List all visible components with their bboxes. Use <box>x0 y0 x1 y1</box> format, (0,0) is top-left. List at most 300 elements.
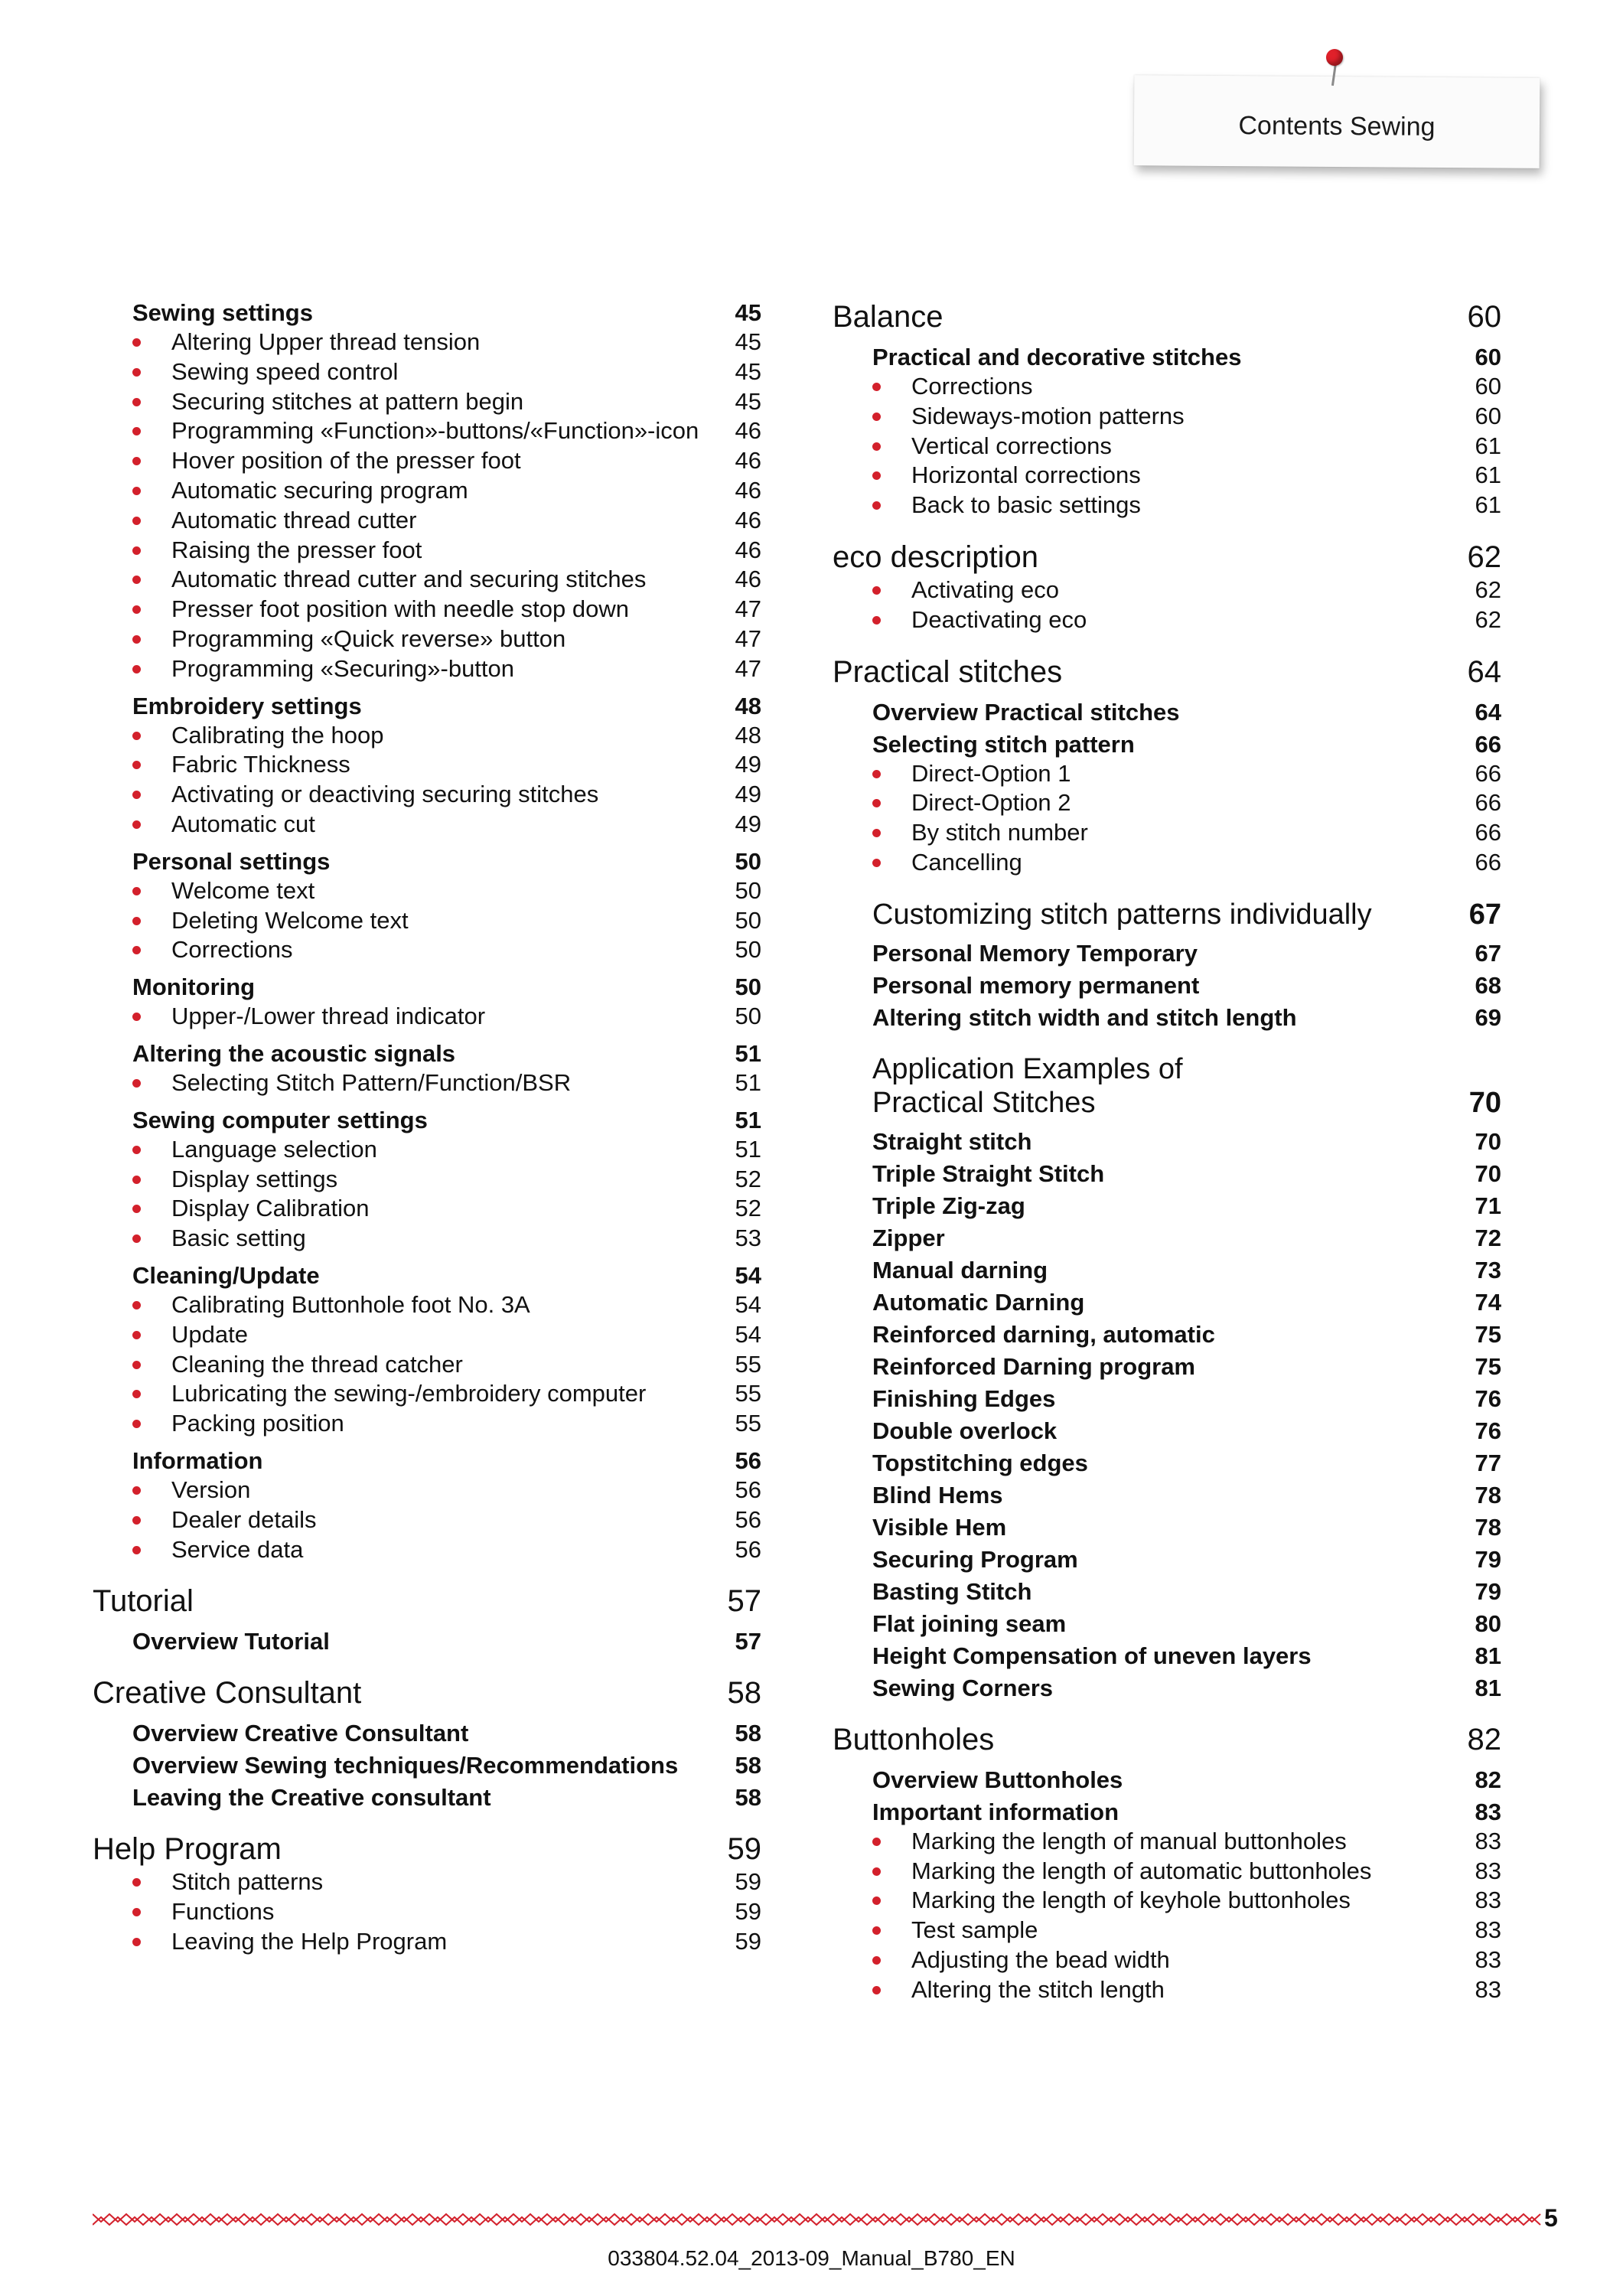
toc-section[interactable] <box>93 1627 761 1656</box>
toc-item-title: Automatic thread cutter and securing stitches <box>132 565 715 595</box>
toc-section-title: Blind Hems <box>872 1481 1003 1508</box>
toc-item-page: 66 <box>1475 848 1501 876</box>
toc-section-title: Information <box>132 1446 263 1474</box>
toc-item-title: Presser foot position with needle stop down <box>132 595 715 625</box>
toc-item-title: Direct-Option 1 <box>872 759 1455 789</box>
toc-item-title: Altering the stitch length <box>872 1975 1455 2005</box>
toc-item[interactable] <box>833 1945 1501 1975</box>
toc-item[interactable] <box>93 1165 761 1195</box>
toc-section[interactable] <box>93 1783 761 1812</box>
toc-item[interactable] <box>93 1320 761 1350</box>
toc-section[interactable] <box>93 1106 761 1135</box>
toc-item[interactable] <box>833 1886 1501 1916</box>
toc-section-title: Double overlock <box>872 1417 1058 1444</box>
toc-item-title: Securing stitches at pattern begin <box>132 387 715 417</box>
toc-item-page: 46 <box>735 506 761 533</box>
toc-item-title: Automatic thread cutter <box>132 506 715 536</box>
toc-section-title: Embroidery settings <box>132 692 362 719</box>
toc-item-title: Fabric Thickness <box>132 750 715 780</box>
toc-item-title: Basic setting <box>132 1224 715 1254</box>
toc-item-page: 46 <box>735 476 761 504</box>
toc-item-page: 62 <box>1475 605 1501 633</box>
toc-item-page: 56 <box>735 1535 761 1563</box>
toc-chapter-title: eco description <box>833 540 1039 574</box>
toc-item-title: Service data <box>132 1535 715 1565</box>
toc-section[interactable] <box>833 1159 1501 1189</box>
toc-item-title: Selecting Stitch Pattern/Function/BSR <box>132 1068 715 1098</box>
toc-item-page: 47 <box>735 595 761 623</box>
toc-item[interactable] <box>833 1827 1501 1857</box>
zigzag-divider <box>93 2211 1546 2228</box>
toc-chapter-title: Buttonholes <box>833 1722 995 1756</box>
toc-item-title: Programming «Quick reverse» button <box>132 625 715 654</box>
toc-section-page: 78 <box>1475 1513 1501 1541</box>
toc-section[interactable] <box>833 971 1501 1000</box>
toc-chapter-page: 64 <box>1467 654 1501 689</box>
toc-section-title: Sewing computer settings <box>132 1106 428 1133</box>
toc-section-title: Topstitching edges <box>872 1449 1088 1476</box>
toc-section-page: 50 <box>735 974 761 1001</box>
page-number: 5 <box>1544 2204 1558 2232</box>
toc-item-title: Back to basic settings <box>872 491 1455 520</box>
toc-item-page: 47 <box>735 654 761 682</box>
toc-section[interactable] <box>833 698 1501 727</box>
toc-item[interactable] <box>93 1002 761 1032</box>
toc-item[interactable] <box>93 1224 761 1254</box>
toc-section-page: 79 <box>1475 1577 1501 1605</box>
toc-item[interactable] <box>93 328 761 357</box>
title-line-2: Practical Stitches <box>872 1086 1096 1119</box>
toc-item[interactable] <box>93 1350 761 1380</box>
toc-section-title: Important information <box>872 1798 1119 1825</box>
toc-item-title: Dealer details <box>132 1505 715 1535</box>
toc-section[interactable] <box>833 1674 1501 1703</box>
toc-item[interactable] <box>833 605 1501 635</box>
toc-section[interactable] <box>833 1449 1501 1478</box>
toc-section[interactable] <box>93 298 761 328</box>
toc-item-page: 61 <box>1475 491 1501 519</box>
toc-item-page: 51 <box>735 1135 761 1163</box>
toc-item-title: Calibrating the hoop <box>132 721 715 751</box>
toc-section-title: Triple Zig-zag <box>872 1192 1025 1219</box>
toc-section-page: 56 <box>735 1446 761 1474</box>
toc-chapter-page: 62 <box>1467 540 1501 574</box>
toc-item[interactable] <box>833 372 1501 402</box>
toc-item-page: 50 <box>735 906 761 934</box>
toc-section[interactable] <box>833 343 1501 372</box>
toc-right-column <box>833 298 1501 2005</box>
toc-section-title: Finishing Edges <box>872 1384 1056 1412</box>
toc-item-page: 83 <box>1475 1945 1501 1973</box>
toc-item-page: 83 <box>1475 1827 1501 1854</box>
toc-section[interactable] <box>833 1417 1501 1446</box>
toc-section-title: Personal memory permanent <box>872 971 1200 999</box>
toc-item-title: Horizontal corrections <box>872 461 1455 491</box>
toc-item-title: Welcome text <box>132 876 715 906</box>
toc-item[interactable] <box>93 357 761 387</box>
toc-item-title: Programming «Function»-buttons/«Function»-icon <box>132 416 715 446</box>
toc-section[interactable] <box>833 1513 1501 1542</box>
toc-item-title: Calibrating Buttonhole foot No. 3A <box>132 1290 715 1320</box>
toc-item-page: 49 <box>735 810 761 837</box>
toc-item-title: Update <box>132 1320 715 1350</box>
toc-item[interactable] <box>93 1476 761 1505</box>
toc-section-page: 51 <box>735 1106 761 1133</box>
toc-section-title: Leaving the Creative consultant <box>132 1784 491 1812</box>
toc-item-title: Marking the length of automatic buttonholes <box>872 1857 1455 1887</box>
toc-section[interactable] <box>833 730 1501 759</box>
toc-item-page: 49 <box>735 751 761 778</box>
toc-section-page: 83 <box>1475 1798 1501 1825</box>
toc-section-title: Altering the acoustic signals <box>132 1039 456 1067</box>
toc-item-page: 59 <box>735 1868 761 1896</box>
pin-icon <box>1326 49 1343 66</box>
toc-chapter[interactable] <box>833 1721 1501 1758</box>
toc-item[interactable] <box>93 721 761 751</box>
toc-item[interactable] <box>93 1409 761 1439</box>
toc-chapter-title: Practical stitches <box>833 654 1063 689</box>
toc-chapter[interactable] <box>833 654 1501 690</box>
toc-section-title: Sewing settings <box>132 299 313 326</box>
toc-item-title: Packing position <box>132 1409 715 1439</box>
toc-section-page: 60 <box>1475 344 1501 370</box>
toc-section-title: Zipper <box>872 1224 945 1251</box>
toc-section-page: 48 <box>735 692 761 719</box>
toc-item[interactable] <box>93 1867 761 1897</box>
toc-section-title: Height Compensation of uneven layers <box>872 1642 1312 1669</box>
toc-item[interactable] <box>833 576 1501 605</box>
toc-section-page: 79 <box>1475 1545 1501 1573</box>
toc-section[interactable] <box>93 1446 761 1476</box>
toc-section-large[interactable] <box>833 898 1501 931</box>
toc-item-page: 61 <box>1475 461 1501 489</box>
toc-item[interactable] <box>833 1975 1501 2005</box>
toc-section[interactable] <box>833 1288 1501 1317</box>
toc-item-title: Marking the length of manual buttonholes <box>872 1827 1455 1857</box>
toc-section-page: 82 <box>1475 1766 1501 1793</box>
toc-section[interactable] <box>833 1224 1501 1253</box>
toc-section[interactable] <box>833 1481 1501 1510</box>
toc-section-page: 50 <box>735 847 761 875</box>
toc-item-title: Cancelling <box>872 848 1455 878</box>
toc-section[interactable] <box>833 1127 1501 1156</box>
toc-item-title: Test sample <box>872 1916 1455 1945</box>
toc-item[interactable] <box>93 876 761 906</box>
toc-item[interactable] <box>93 387 761 417</box>
toc-item-page: 52 <box>735 1165 761 1192</box>
toc-item[interactable] <box>93 654 761 684</box>
toc-item[interactable] <box>93 506 761 536</box>
toc-section-title: Altering stitch width and stitch length <box>872 1003 1297 1031</box>
toc-section-page: 75 <box>1475 1320 1501 1348</box>
toc-chapter-page: 60 <box>1467 300 1501 334</box>
toc-item-page: 45 <box>735 357 761 385</box>
toc-item-page: 47 <box>735 625 761 652</box>
toc-item[interactable] <box>833 432 1501 461</box>
toc-item-title: Deactivating eco <box>872 605 1455 635</box>
toc-left-column <box>93 298 761 1957</box>
toc-item-page: 55 <box>735 1350 761 1378</box>
toc-chapter-page: 59 <box>727 1832 761 1867</box>
toc-section-page: 70 <box>1475 1127 1501 1155</box>
toc-item[interactable] <box>833 1916 1501 1945</box>
toc-item[interactable] <box>93 1379 761 1409</box>
toc-section-page: 80 <box>1475 1609 1501 1637</box>
toc-section-title: Personal settings <box>132 847 331 875</box>
toc-item-title: Functions <box>132 1897 715 1927</box>
toc-item-page: 49 <box>735 781 761 808</box>
toc-item-title: Stitch patterns <box>132 1867 715 1897</box>
toc-item-title: Raising the presser foot <box>132 536 715 566</box>
toc-section[interactable] <box>833 1609 1501 1639</box>
toc-section-large-title <box>872 1052 1455 1120</box>
toc-item[interactable] <box>93 416 761 446</box>
toc-item-page: 46 <box>735 417 761 445</box>
toc-section-title: Practical and decorative stitches <box>872 344 1242 370</box>
toc-item-title: Corrections <box>132 935 715 965</box>
toc-item-title: Display settings <box>132 1165 715 1195</box>
toc-item-title: Sewing speed control <box>132 357 715 387</box>
toc-item-page: 66 <box>1475 789 1501 817</box>
toc-item[interactable] <box>93 565 761 595</box>
toc-item[interactable] <box>833 818 1501 848</box>
toc-section-page: 58 <box>735 1752 761 1779</box>
toc-chapter[interactable] <box>93 1583 761 1619</box>
toc-section[interactable] <box>833 1577 1501 1606</box>
toc-item[interactable] <box>833 402 1501 432</box>
toc-section-title: Overview Tutorial <box>132 1628 330 1655</box>
toc-item-page: 62 <box>1475 576 1501 603</box>
toc-item[interactable] <box>93 935 761 965</box>
toc-item-title: Lubricating the sewing-/embroidery computer <box>132 1379 715 1409</box>
toc-section-title: Reinforced darning, automatic <box>872 1320 1215 1348</box>
toc-section[interactable] <box>833 1256 1501 1285</box>
toc-item-title: Programming «Securing»-button <box>132 654 715 684</box>
toc-item[interactable] <box>93 750 761 780</box>
toc-section-large-page: 67 <box>1468 898 1501 931</box>
toc-item[interactable] <box>93 1290 761 1320</box>
toc-section-page: 57 <box>735 1628 761 1655</box>
toc-section-title: Monitoring <box>132 974 256 1001</box>
toc-section-page: 58 <box>735 1784 761 1812</box>
toc-section[interactable] <box>833 1384 1501 1414</box>
toc-chapter-page: 57 <box>727 1584 761 1619</box>
toc-item-title: Display Calibration <box>132 1194 715 1224</box>
toc-chapter-title: Balance <box>833 300 943 334</box>
toc-item-page: 50 <box>735 1003 761 1030</box>
toc-section-title: Selecting stitch pattern <box>872 730 1135 758</box>
toc-section-title: Straight stitch <box>872 1127 1032 1155</box>
toc-chapter[interactable] <box>93 1831 761 1867</box>
toc-item-page: 45 <box>735 387 761 415</box>
toc-section[interactable] <box>833 1798 1501 1827</box>
toc-item-page: 59 <box>735 1898 761 1926</box>
toc-item[interactable] <box>93 625 761 654</box>
toc-section[interactable] <box>93 1751 761 1780</box>
toc-item[interactable] <box>93 1505 761 1535</box>
toc-section-page: 69 <box>1475 1003 1501 1031</box>
toc-section-page: 76 <box>1475 1417 1501 1444</box>
toc-item-page: 50 <box>735 876 761 904</box>
toc-item-page: 55 <box>735 1410 761 1437</box>
toc-item-page: 48 <box>735 721 761 748</box>
toc-section-title: Overview Practical stitches <box>872 698 1180 726</box>
toc-section-page: 77 <box>1475 1449 1501 1476</box>
toc-item-page: 52 <box>735 1195 761 1222</box>
toc-item-page: 59 <box>735 1927 761 1955</box>
toc-item[interactable] <box>93 536 761 566</box>
toc-section-page: 73 <box>1475 1256 1501 1283</box>
toc-item-title: Marking the length of keyhole buttonholes <box>872 1886 1455 1916</box>
toc-item[interactable] <box>93 906 761 936</box>
toc-item[interactable] <box>833 1857 1501 1887</box>
toc-section-large[interactable] <box>833 1052 1501 1120</box>
toc-section-page: 70 <box>1475 1159 1501 1187</box>
toc-section-large-title: Customizing stitch patterns individually <box>872 898 1372 931</box>
toc-chapter-page: 58 <box>727 1676 761 1711</box>
toc-item[interactable] <box>93 476 761 506</box>
toc-section[interactable] <box>93 692 761 721</box>
section-title: Contents Sewing <box>1238 111 1436 142</box>
toc-section-page: 58 <box>735 1720 761 1747</box>
toc-section-title: Sewing Corners <box>872 1674 1053 1701</box>
toc-section-title: Securing Program <box>872 1545 1078 1573</box>
toc-item-page: 56 <box>735 1505 761 1533</box>
toc-item-title: Vertical corrections <box>872 432 1455 461</box>
toc-section-page: 68 <box>1475 971 1501 999</box>
toc-section-page: 66 <box>1475 730 1501 758</box>
toc-item[interactable] <box>93 1897 761 1927</box>
toc-section[interactable] <box>833 1192 1501 1221</box>
toc-section-title: Manual darning <box>872 1256 1048 1283</box>
toc-item-page: 60 <box>1475 373 1501 400</box>
toc-item[interactable] <box>93 810 761 840</box>
toc-section[interactable] <box>833 1320 1501 1349</box>
toc-section-title: Visible Hem <box>872 1513 1007 1541</box>
title-line-1: Application Examples of <box>872 1052 1183 1085</box>
toc-item[interactable] <box>833 848 1501 878</box>
toc-item-title: Version <box>132 1476 715 1505</box>
toc-section-page: 51 <box>735 1039 761 1067</box>
toc-section-page: 76 <box>1475 1384 1501 1412</box>
toc-section-page: 81 <box>1475 1642 1501 1669</box>
toc-item-page: 83 <box>1475 1975 1501 2003</box>
toc-section[interactable] <box>833 1352 1501 1381</box>
toc-section[interactable] <box>833 1003 1501 1032</box>
toc-item-page: 83 <box>1475 1857 1501 1884</box>
toc-item-title: Direct-Option 2 <box>872 788 1455 818</box>
toc-section-title: Triple Straight Stitch <box>872 1159 1105 1187</box>
toc-section[interactable] <box>833 1545 1501 1574</box>
toc-item-title: Corrections <box>872 372 1455 402</box>
toc-section[interactable] <box>93 1039 761 1068</box>
toc-section-page: 67 <box>1475 939 1501 967</box>
toc-item-page: 51 <box>735 1068 761 1096</box>
toc-item-page: 54 <box>735 1290 761 1318</box>
toc-item-page: 61 <box>1475 432 1501 459</box>
toc-item[interactable] <box>833 491 1501 520</box>
toc-section-page: 71 <box>1475 1192 1501 1219</box>
toc-item-page: 83 <box>1475 1916 1501 1944</box>
toc-item[interactable] <box>93 1535 761 1565</box>
toc-item-page: 66 <box>1475 819 1501 846</box>
toc-item-page: 46 <box>735 536 761 563</box>
toc-chapter[interactable] <box>833 298 1501 335</box>
toc-item[interactable] <box>93 1068 761 1098</box>
toc-item-page: 54 <box>735 1320 761 1348</box>
toc-item[interactable] <box>93 1927 761 1957</box>
toc-section-page: 72 <box>1475 1224 1501 1251</box>
toc-item-page: 83 <box>1475 1887 1501 1914</box>
toc-item[interactable] <box>93 1135 761 1165</box>
toc-item[interactable] <box>833 759 1501 789</box>
toc-section[interactable] <box>833 1642 1501 1671</box>
toc-section-title: Overview Buttonholes <box>872 1766 1123 1793</box>
toc-item-title: Altering Upper thread tension <box>132 328 715 357</box>
toc-item-title: Adjusting the bead width <box>872 1945 1455 1975</box>
toc-chapter[interactable] <box>833 539 1501 576</box>
toc-item-title: Hover position of the presser foot <box>132 446 715 476</box>
toc-item-title: Language selection <box>132 1135 715 1165</box>
toc-item[interactable] <box>93 446 761 476</box>
toc-item-title: Automatic securing program <box>132 476 715 506</box>
toc-section-page: 75 <box>1475 1352 1501 1380</box>
toc-item-page: 56 <box>735 1476 761 1503</box>
toc-section-title: Overview Creative Consultant <box>132 1720 469 1747</box>
toc-chapter-page: 82 <box>1467 1722 1501 1756</box>
toc-item[interactable] <box>833 461 1501 491</box>
toc-section-page: 78 <box>1475 1481 1501 1508</box>
toc-section[interactable] <box>93 1261 761 1290</box>
toc-section-page: 81 <box>1475 1674 1501 1701</box>
toc-section-title: Overview Sewing techniques/Recommendations <box>132 1752 679 1779</box>
toc-item-page: 55 <box>735 1380 761 1407</box>
toc-item-title: Upper-/Lower thread indicator <box>132 1002 715 1032</box>
toc-section-title: Reinforced Darning program <box>872 1352 1195 1380</box>
toc-item-page: 50 <box>735 936 761 964</box>
toc-section-title: Automatic Darning <box>872 1288 1085 1316</box>
toc-item-page: 60 <box>1475 402 1501 429</box>
toc-item-title: Activating or deactiving securing stitches <box>132 780 715 810</box>
toc-item-title: Sideways-motion patterns <box>872 402 1455 432</box>
header-note <box>1134 75 1540 168</box>
toc-section[interactable] <box>93 1719 761 1748</box>
toc-item-page: 66 <box>1475 759 1501 787</box>
toc-section-large-page: 70 <box>1468 1086 1501 1119</box>
toc-section-title: Flat joining seam <box>872 1609 1067 1637</box>
document-id: 033804.52.04_2013-09_Manual_B780_EN <box>608 2246 1015 2270</box>
toc-section[interactable] <box>93 973 761 1002</box>
toc-item-title: Deleting Welcome text <box>132 906 715 936</box>
toc-chapter-title: Tutorial <box>93 1584 194 1619</box>
toc-item[interactable] <box>833 788 1501 818</box>
toc-section[interactable] <box>833 939 1501 968</box>
toc-item-page: 46 <box>735 447 761 475</box>
toc-item[interactable] <box>93 595 761 625</box>
toc-section[interactable] <box>93 847 761 876</box>
toc-item-page: 45 <box>735 328 761 355</box>
toc-section[interactable] <box>833 1766 1501 1795</box>
toc-item-title: Automatic cut <box>132 810 715 840</box>
toc-section-page: 64 <box>1475 698 1501 726</box>
toc-section-page: 45 <box>735 299 761 326</box>
toc-item[interactable] <box>93 1194 761 1224</box>
toc-item-page: 53 <box>735 1225 761 1252</box>
toc-item-title: By stitch number <box>872 818 1455 848</box>
toc-chapter[interactable] <box>93 1675 761 1711</box>
toc-item-title: Leaving the Help Program <box>132 1927 715 1957</box>
toc-item[interactable] <box>93 780 761 810</box>
